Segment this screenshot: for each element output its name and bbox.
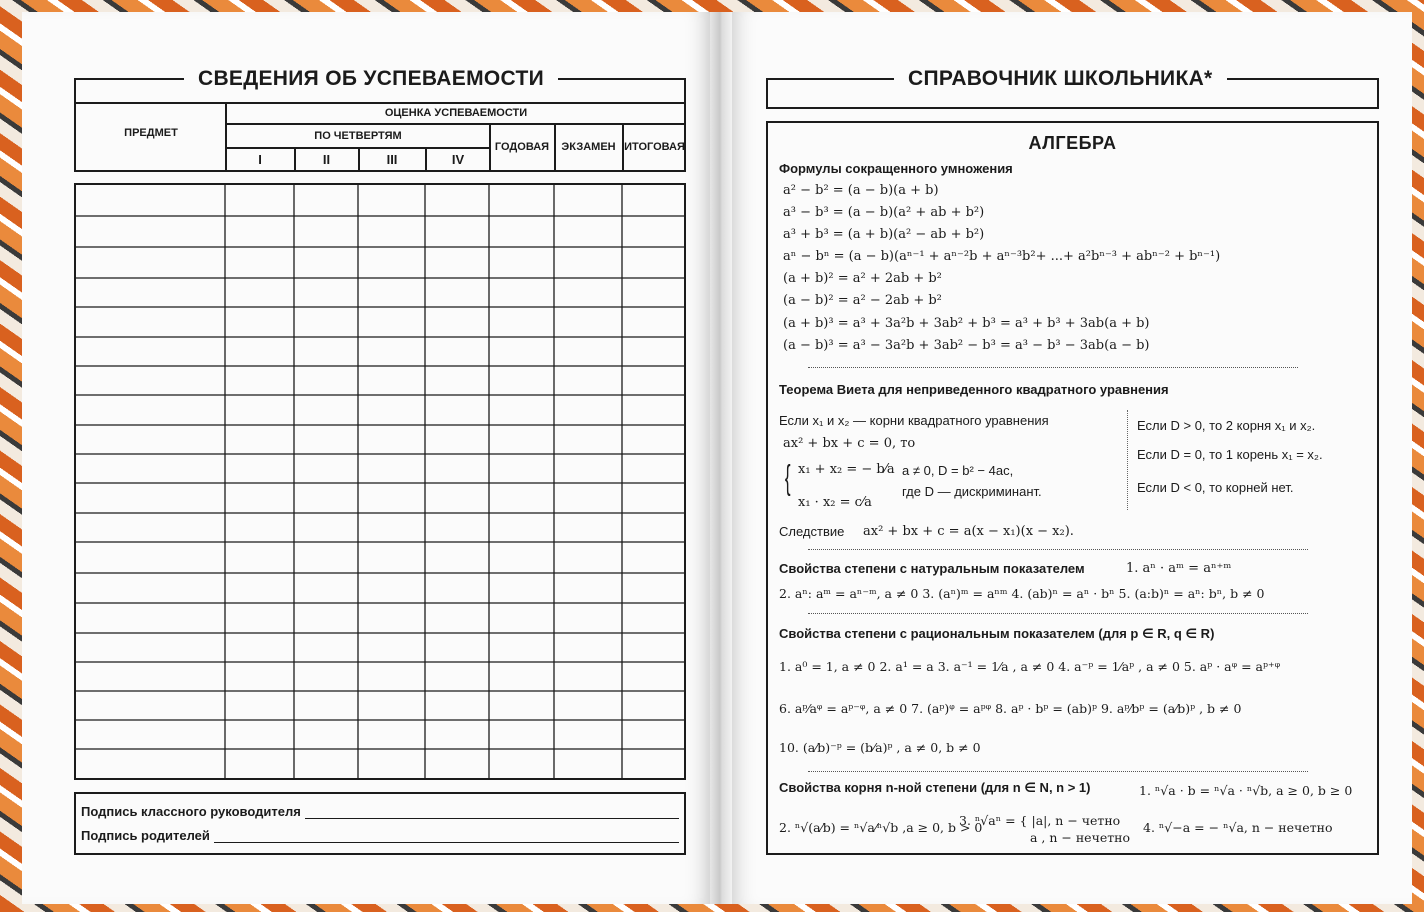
natural-power-1: 1. aⁿ · aᵐ = aⁿ⁺ᵐ [1126,561,1232,576]
grades-title [74,64,686,94]
parent-signature-label: Подпись родителей [81,828,210,843]
rational-power-row1: 1. a⁰ = 1, a ≠ 0 2. a¹ = a 3. a⁻¹ = 1⁄a , a ≠ 0 4. a⁻ᵖ = 1⁄aᵖ , a ≠ 0 5. aᵖ · aᵠ = aᵖ⁺ᵠ [779,659,1281,674]
parent-signature-line[interactable] [214,831,679,843]
root-property-3a: 3. ⁿ√aⁿ = { |a|, n − четно [959,813,1121,828]
vieta-line1: Если x₁ и x₂ — корни квадратного уравнения [779,413,1049,428]
vieta-cond2: где D — дискриминант. [902,484,1042,499]
formula-2: a³ − b³ = (a − b)(a² + ab + b²) [783,205,985,220]
reference-title-text: СПРАВОЧНИК ШКОЛЬНИКА* [908,67,1213,90]
book-spine [710,12,732,904]
vieta-line2: ax² + bx + c = 0, то [783,436,916,451]
formula-3: a³ + b³ = (a + b)(a² − ab + b²) [783,227,985,242]
formula-5: (a + b)² = a² + 2ab + b² [783,271,942,286]
grades-title-text: СВЕДЕНИЯ ОБ УСПЕВАЕМОСТИ [198,67,544,90]
header-q3: III [386,151,398,167]
root-heading: Свойства корня n-ной степени (для n ∈ N, n > 1) [779,780,1091,795]
rational-power-heading: Свойства степени с рациональным показателем (для p ∈ R, q ∈ R) [779,626,1215,641]
abbr-multiplication-heading: Формулы сокращенного умножения [779,161,1013,176]
vieta-brace: { [784,459,791,497]
vieta-corollary-label: Следствие [779,524,845,539]
header-grade-group: ОЦЕНКА УСПЕВАЕМОСТИ [384,107,528,119]
natural-power-heading: Свойства степени с натуральным показателем [779,561,1085,576]
formula-1: a² − b² = (a − b)(a + b) [783,183,939,198]
teacher-signature-line[interactable] [305,807,679,819]
formula-6: (a − b)² = a² − 2ab + b² [783,293,942,308]
grades-grid [74,183,686,780]
header-subject: ПРЕДМЕТ [124,127,178,139]
root-property-2: 2. ⁿ√(a⁄b) = ⁿ√a⁄ⁿ√b ,a ≥ 0, b > 0 [779,820,983,835]
formula-4: aⁿ − bⁿ = (a − b)(aⁿ⁻¹ + aⁿ⁻²b + aⁿ⁻³b²+ ...+ a²bⁿ⁻³ + abⁿ⁻² + bⁿ⁻¹) [783,249,1221,264]
root-property-4: 4. ⁿ√−a = − ⁿ√a, n − нечетно [1143,820,1333,835]
header-exam: ЭКЗАМЕН [561,141,616,153]
grades-grid-lines [76,185,684,778]
rational-power-row2: 6. aᵖ⁄aᵠ = aᵖ⁻ᵠ, a ≠ 0 7. (aᵖ)ᵠ = aᵖᵠ 8. aᵖ · bᵖ = (ab)ᵖ 9. aᵖ⁄bᵖ = (a⁄b)ᵖ , b ≠ 0 [779,701,1242,716]
vieta-sum: x₁ + x₂ = − b⁄a [798,462,895,477]
header-q2: II [322,151,331,167]
teacher-signature-row [81,804,679,819]
algebra-box [766,121,1379,855]
vieta-corollary: ax² + bx + c = a(x − x₁)(x − x₂). [863,524,1074,539]
vieta-d-negative: Если D < 0, то корней нет. [1137,480,1294,495]
algebra-title: АЛГЕБРА [1028,133,1117,153]
teacher-signature-label: Подпись классного руководителя [81,804,301,819]
natural-power-row: 2. aⁿ: aᵐ = aⁿ⁻ᵐ, a ≠ 0 3. (aⁿ)ᵐ = aⁿᵐ 4. (ab)ⁿ = aⁿ · bⁿ 5. (a:b)ⁿ = aⁿ: bⁿ, b ≠ 0 [779,586,1265,601]
formula-7: (a + b)³ = a³ + 3a²b + 3ab² + b³ = a³ + b³ + 3ab(a + b) [783,316,1150,331]
header-yearly: ГОДОВАЯ [494,141,550,153]
header-quarters: ПО ЧЕТВЕРТЯМ [314,130,402,142]
vieta-product: x₁ · x₂ = c⁄a [798,495,872,510]
reference-title [766,64,1379,94]
parent-signature-row [81,828,679,843]
vieta-heading: Теорема Виета для неприведенного квадратного уравнения [779,382,1169,397]
grades-table-header [74,102,686,172]
vieta-d-zero: Если D = 0, то 1 корень x₁ = x₂. [1137,447,1323,462]
formula-8: (a − b)³ = a³ − 3a²b + 3ab² − b³ = a³ − b³ − 3ab(a − b) [783,338,1150,353]
signature-box [74,792,686,855]
header-q4: IV [451,151,465,167]
header-final: ИТОГОВАЯ [624,141,685,153]
vieta-d-positive: Если D > 0, то 2 корня x₁ и x₂. [1137,418,1316,433]
header-q1: I [258,151,262,167]
root-property-3b: a , n − нечетно [1030,830,1131,845]
rational-power-row3: 10. (a⁄b)⁻ᵖ = (b⁄a)ᵖ , a ≠ 0, b ≠ 0 [779,740,981,755]
vieta-cond1: a ≠ 0, D = b² − 4ac, [902,463,1014,478]
root-property-1: 1. ⁿ√a · b = ⁿ√a · ⁿ√b, a ≥ 0, b ≥ 0 [1139,783,1353,798]
